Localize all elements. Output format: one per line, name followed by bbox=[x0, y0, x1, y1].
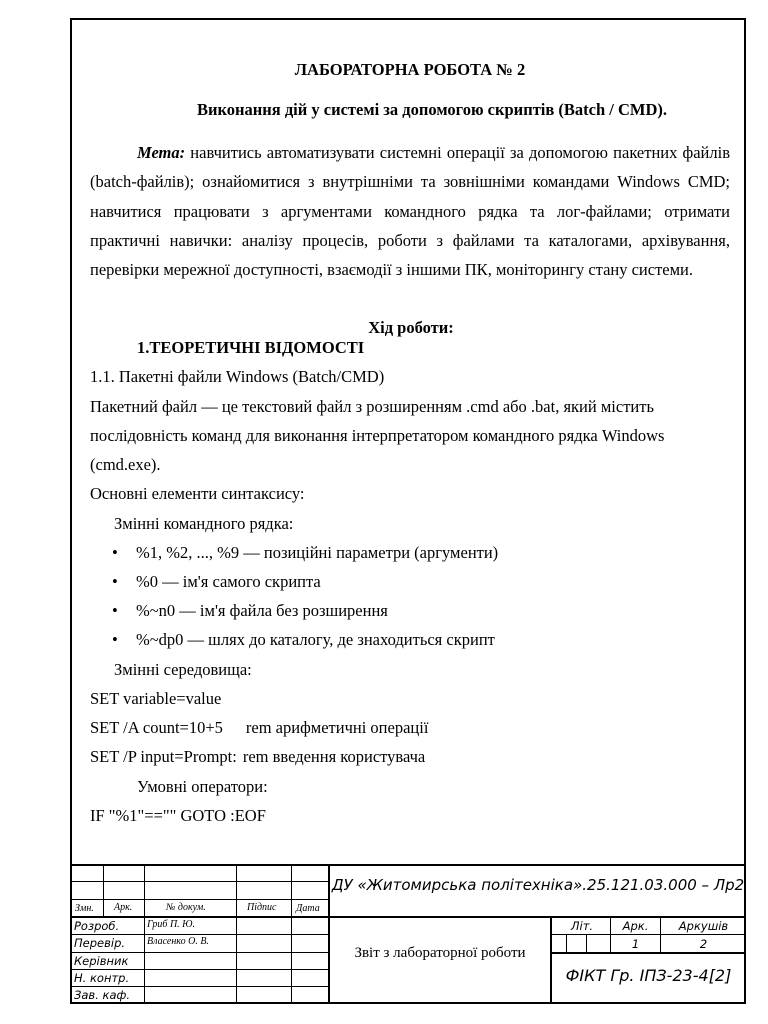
group-label: ФІКТ Гр. ІПЗ-23-4[2] bbox=[565, 966, 732, 985]
document-code: ДУ «Житомирська політехніка».25.121.03.000 – Лр2 bbox=[331, 876, 745, 894]
paragraph-line: Пакетний файл — це текстовий файл з розширенням .cmd або .bat, який містить bbox=[90, 397, 654, 416]
report-title: Звіт з лабораторної роботи bbox=[354, 945, 526, 961]
row-supervisor: Керівник bbox=[74, 954, 129, 968]
doc-title: ЛАБОРАТОРНА РОБОТА № 2 bbox=[294, 60, 526, 79]
checker-name: Власенко О. В. bbox=[147, 936, 209, 947]
paragraph-line: послідовність команд для виконання інтерпретатором командного рядка Windows bbox=[90, 426, 665, 445]
code-line: SET variable=value bbox=[90, 689, 222, 708]
sheet-label: Арк. bbox=[622, 919, 649, 933]
developer-name: Гриб П. Ю. bbox=[147, 919, 195, 930]
col-sign: Підпис bbox=[247, 902, 277, 913]
subsection-1-1: 1.1. Пакетні файли Windows (Batch/CMD) bbox=[90, 367, 385, 386]
code-line: SET /A count=10+5 rem арифметичні операції bbox=[90, 718, 429, 737]
cmdline-vars-heading: Змінні командного рядка: bbox=[114, 514, 294, 533]
sheet-value: 1 bbox=[631, 937, 640, 951]
cond-ops-heading: Умовні оператори: bbox=[137, 777, 268, 796]
sheets-label: Аркушів bbox=[678, 919, 729, 933]
list-item: • %~n0 — ім'я файла без розширення bbox=[112, 601, 388, 620]
syntax-heading: Основні елементи синтаксису: bbox=[90, 484, 305, 503]
goal-text: навчитись автоматизувати системні операції за допомогою пакетних файлів (batch-файлів); ознайомитися з внутрішніми та зовнішніми командами Windows CMD; навчитися працювати з аргументами командного рядка та лог-файлами; отримати практичні навички: аналізу процесів, роботи з файлами та каталогами, архівування, перевірки мережної доступності, взаємодії з іншими ПК, моніторингу стану системи. bbox=[90, 143, 730, 280]
row-checker: Перевір. bbox=[74, 936, 126, 950]
title-block bbox=[70, 864, 746, 1004]
list-item: • %1, %2, ..., %9 — позиційні параметри (аргументи) bbox=[112, 543, 499, 562]
col-sheet: Арк. bbox=[114, 902, 133, 913]
row-developer: Розроб. bbox=[74, 919, 120, 933]
row-norm-control: Н. контр. bbox=[74, 971, 130, 985]
env-vars-heading: Змінні середовища: bbox=[114, 660, 252, 679]
col-docnum: № докум. bbox=[166, 902, 206, 913]
section-heading: 1.ТЕОРЕТИЧНІ ВІДОМОСТІ bbox=[137, 338, 365, 357]
list-item: • %0 — ім'я самого скрипта bbox=[112, 572, 321, 591]
paragraph-line: (cmd.exe). bbox=[90, 455, 161, 474]
sheets-value: 2 bbox=[699, 937, 708, 951]
progress-heading: Хід роботи: bbox=[368, 318, 454, 337]
row-head-dept: Зав. каф. bbox=[74, 988, 130, 1002]
code-line: IF "%1"=="" GOTO :EOF bbox=[90, 806, 266, 825]
doc-subtitle: Виконання дій у системі за допомогою скриптів (Batch / CMD). bbox=[196, 100, 668, 119]
col-date: Дата bbox=[296, 903, 320, 914]
code-line: SET /P input=Prompt: rem введення користувача bbox=[90, 747, 426, 766]
col-change: Змн. bbox=[75, 903, 94, 914]
goal-label: Мета: bbox=[137, 143, 186, 162]
goal-paragraph bbox=[90, 138, 730, 284]
lit-label: Літ. bbox=[570, 919, 594, 933]
list-item: • %~dp0 — шлях до каталогу, де знаходиться скрипт bbox=[112, 630, 495, 649]
